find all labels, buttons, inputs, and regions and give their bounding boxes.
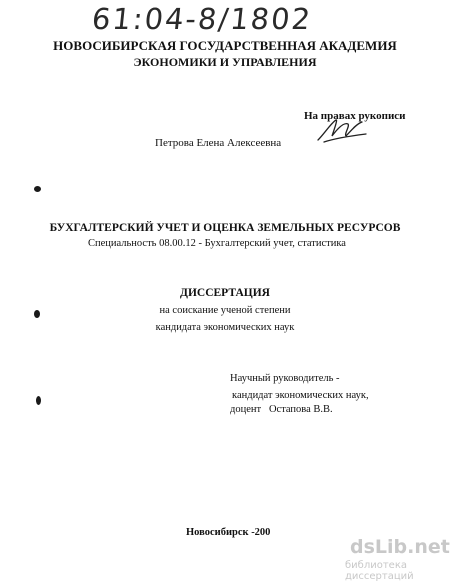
degree-line-1: на соискание ученой степени [159,305,291,316]
scan-spot [34,186,41,192]
thesis-specialty: Специальность 08.00.12 - Бухгалтерский учет, статистика [88,238,346,249]
watermark-logo: dsLib.net [350,536,450,558]
signature-mark [314,116,370,146]
supervisor-role: Научный руководитель - [230,373,340,384]
manuscript-rights-label: На правах рукописи [304,110,406,122]
institution-name-line1: НОВОСИБИРСКАЯ ГОСУДАРСТВЕННАЯ АКАДЕМИЯ [53,38,397,53]
document-type: ДИССЕРТАЦИЯ [180,287,270,299]
city-year: Новосибирск -200 [186,527,271,538]
degree-line-2: кандидата экономических наук [155,322,295,333]
supervisor-degree: кандидат экономических наук, [232,390,369,401]
watermark-subtitle: библиотека диссертаций [345,560,414,582]
scan-spot [36,396,41,405]
supervisor-name: доцент Остапова В.В. [230,404,333,415]
author-name: Петрова Елена Алексеевна [155,137,282,149]
institution-name-line2: ЭКОНОМИКИ И УПРАВЛЕНИЯ [133,55,317,69]
thesis-title: БУХГАЛТЕРСКИЙ УЧЕТ И ОЦЕНКА ЗЕМЕЛЬНЫХ РЕСУРСОВ [49,222,401,234]
archive-stamp-number: 61:04-8/1802 [90,2,314,36]
